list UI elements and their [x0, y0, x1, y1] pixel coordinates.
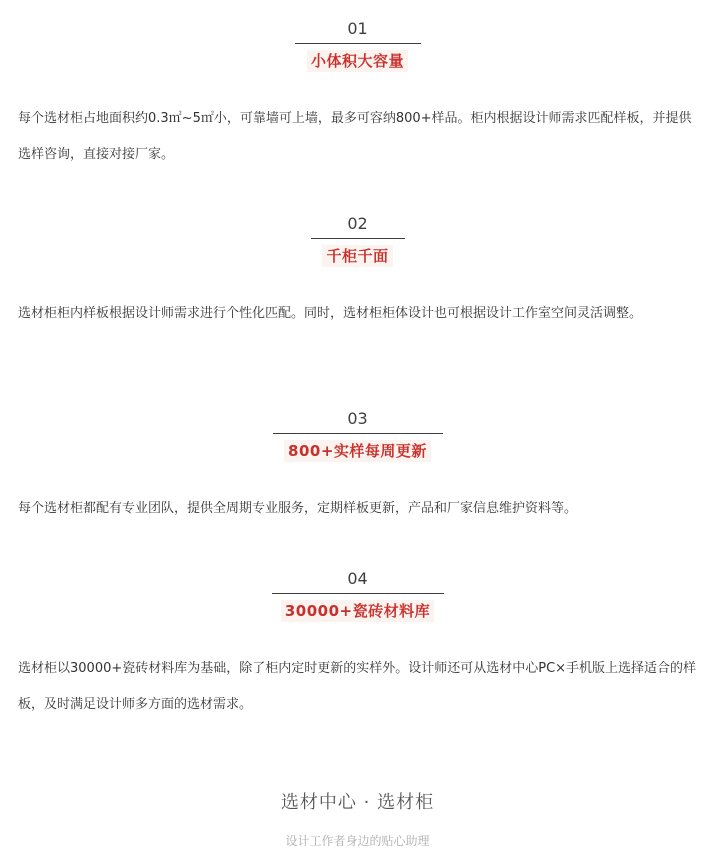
section-divider	[311, 238, 405, 239]
section-title: 30000+瓷砖材料库	[281, 600, 434, 622]
section-title: 小体积大容量	[307, 50, 408, 72]
section-number: 04	[347, 569, 368, 588]
section-divider	[273, 433, 443, 434]
section-body: 每个选材柜都配有专业团队，提供全周期专业服务，定期样板更新，产品和厂家信息维护资料等。	[18, 501, 578, 516]
section-header	[0, 214, 715, 267]
section-header	[0, 569, 715, 622]
section-number: 02	[347, 214, 368, 233]
section-title: 千柜千面	[322, 245, 392, 267]
footer-title: 选材中心 · 选材柜	[280, 792, 435, 813]
footer-subtitle: 设计工作者身边的贴心助理	[285, 834, 430, 848]
feature-section-01	[0, 19, 715, 72]
section-body: 每个选材柜占地面积约0.3㎡~5㎡小，可靠墙可上墙，最多可容纳800+样品。柜内根据设计师需求匹配样板，并提供选样咨询，直接对接厂家。	[18, 111, 692, 162]
section-header	[0, 19, 715, 72]
feature-section-02	[0, 214, 715, 267]
section-body: 选材柜以30000+瓷砖材料库为基础，除了柜内定时更新的实样外。设计师还可从选材中心PC×手机版上选择适合的样板，及时满足设计师多方面的选材需求。	[18, 661, 697, 712]
footer	[0, 791, 715, 849]
feature-section-03	[0, 409, 715, 462]
section-header	[0, 409, 715, 462]
section-number: 03	[347, 409, 368, 428]
section-body: 选材柜柜内样板根据设计师需求进行个性化匹配。同时，选材柜柜体设计也可根据设计工作室空间灵活调整。	[18, 306, 643, 321]
section-divider	[295, 43, 421, 44]
section-divider	[272, 593, 444, 594]
feature-section-04	[0, 569, 715, 622]
section-number: 01	[347, 19, 368, 38]
section-title: 800+实样每周更新	[284, 440, 431, 462]
